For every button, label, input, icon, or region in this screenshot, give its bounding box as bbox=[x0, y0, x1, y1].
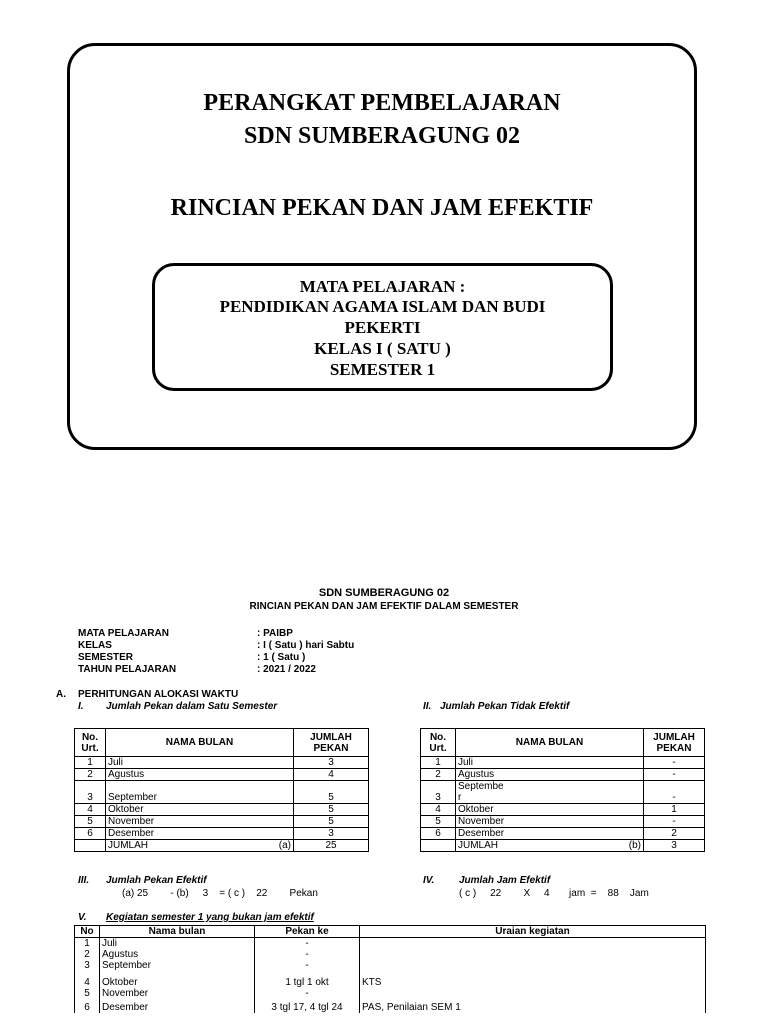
cover-class: KELAS I ( SATU ) bbox=[314, 339, 451, 358]
section-a-letter: A. bbox=[56, 689, 66, 700]
cover-subject-label: MATA PELAJARAN : bbox=[299, 277, 466, 296]
cover-title-line2: SDN SUMBERAGUNG 02 bbox=[243, 123, 521, 149]
cover-subject-name: PENDIDIKAN AGAMA ISLAM DAN BUDI bbox=[219, 297, 546, 316]
table-total-row: JUMLAH (a) 25 bbox=[75, 840, 369, 852]
col-header-month: Nama bulan bbox=[100, 926, 255, 938]
cover-title-line3: RINCIAN PEKAN DAN JAM EFEKTIF bbox=[170, 195, 594, 221]
col-header-weeks: JUMLAH PEKAN bbox=[644, 729, 705, 757]
table-row: 6 Desember 3 bbox=[75, 828, 369, 840]
table-row: 4 Oktober 5 bbox=[75, 804, 369, 816]
col-header-weeks: JUMLAH PEKAN bbox=[294, 729, 369, 757]
section-2-title: Jumlah Pekan Tidak Efektif bbox=[440, 701, 570, 712]
info-label-class: KELAS bbox=[78, 640, 112, 651]
table-row: 4 Oktober 1 tgl 1 okt KTS bbox=[75, 971, 706, 988]
col-header-no: No. Urt. bbox=[421, 729, 456, 757]
table-row: 5 November - bbox=[75, 988, 706, 999]
cover-subject-name-cont: PEKERTI bbox=[344, 318, 421, 337]
table-row: 3 Septembe r - bbox=[421, 781, 705, 804]
col-header-month: NAMA BULAN bbox=[456, 729, 644, 757]
doc-school-name: SDN SUMBERAGUNG 02 bbox=[318, 587, 450, 599]
section-3-number: III. bbox=[78, 875, 90, 886]
table-row: 5 November - bbox=[421, 816, 705, 828]
effective-weeks-table bbox=[74, 728, 369, 852]
info-label-subject: MATA PELAJARAN bbox=[78, 628, 169, 639]
activities-table bbox=[74, 925, 706, 1013]
section-3-formula: (a) 25 - (b) 3 = ( c ) 22 Pekan bbox=[122, 888, 318, 899]
table-row: 3 September 5 bbox=[75, 781, 369, 804]
table-row: 6 Desember 3 tgl 17, 4 tgl 24 PAS, Penilaian SEM 1 bbox=[75, 999, 706, 1013]
col-header-activity: Uraian kegiatan bbox=[360, 926, 706, 938]
info-label-semester: SEMESTER bbox=[78, 652, 134, 663]
table-row: 6 Desember 2 bbox=[421, 828, 705, 840]
section-1-title: Jumlah Pekan dalam Satu Semester bbox=[106, 701, 278, 712]
table-row: 1 Juli - bbox=[421, 757, 705, 769]
table-row: 1 Juli - bbox=[75, 938, 706, 950]
info-value-semester: : 1 ( Satu ) bbox=[257, 652, 306, 663]
info-value-subject: : PAIBP bbox=[257, 628, 293, 639]
non-effective-weeks-table bbox=[420, 728, 705, 852]
section-4-number: IV. bbox=[423, 875, 435, 886]
section-5-title: Kegiatan semester 1 yang bukan jam efektif bbox=[106, 912, 314, 923]
table-row: 5 November 5 bbox=[75, 816, 369, 828]
table-row: 2 Agustus - bbox=[421, 769, 705, 781]
section-2-number: II. bbox=[423, 701, 432, 712]
table-total-row: JUMLAH (b) 3 bbox=[421, 840, 705, 852]
section-5-number: V. bbox=[78, 912, 87, 923]
table-row: 2 Agustus - bbox=[75, 949, 706, 960]
col-header-no: No bbox=[75, 926, 100, 938]
table-row: 3 September - bbox=[75, 960, 706, 971]
table-row: 4 Oktober 1 bbox=[421, 804, 705, 816]
section-a-title: PERHITUNGAN ALOKASI WAKTU bbox=[78, 689, 239, 700]
cover-semester: SEMESTER 1 bbox=[329, 360, 436, 379]
info-label-year: TAHUN PELAJARAN bbox=[78, 664, 177, 675]
doc-subtitle: RINCIAN PEKAN DAN JAM EFEKTIF DALAM SEMESTER bbox=[249, 601, 519, 612]
info-value-year: : 2021 / 2022 bbox=[257, 664, 316, 675]
table-row: 1 Juli 3 bbox=[75, 757, 369, 769]
section-4-formula: ( c ) 22 X 4 jam = 88 Jam bbox=[459, 888, 649, 899]
col-header-no: No. Urt. bbox=[75, 729, 106, 757]
col-header-month: NAMA BULAN bbox=[106, 729, 294, 757]
info-value-class: : I ( Satu ) hari Sabtu bbox=[257, 640, 355, 651]
section-3-title: Jumlah Pekan Efektif bbox=[106, 875, 207, 886]
section-1-number: I. bbox=[78, 701, 84, 712]
section-4-title: Jumlah Jam Efektif bbox=[459, 875, 551, 886]
col-header-week: Pekan ke bbox=[255, 926, 360, 938]
table-row: 2 Agustus 4 bbox=[75, 769, 369, 781]
cover-title-line1: PERANGKAT PEMBELAJARAN bbox=[203, 90, 561, 116]
